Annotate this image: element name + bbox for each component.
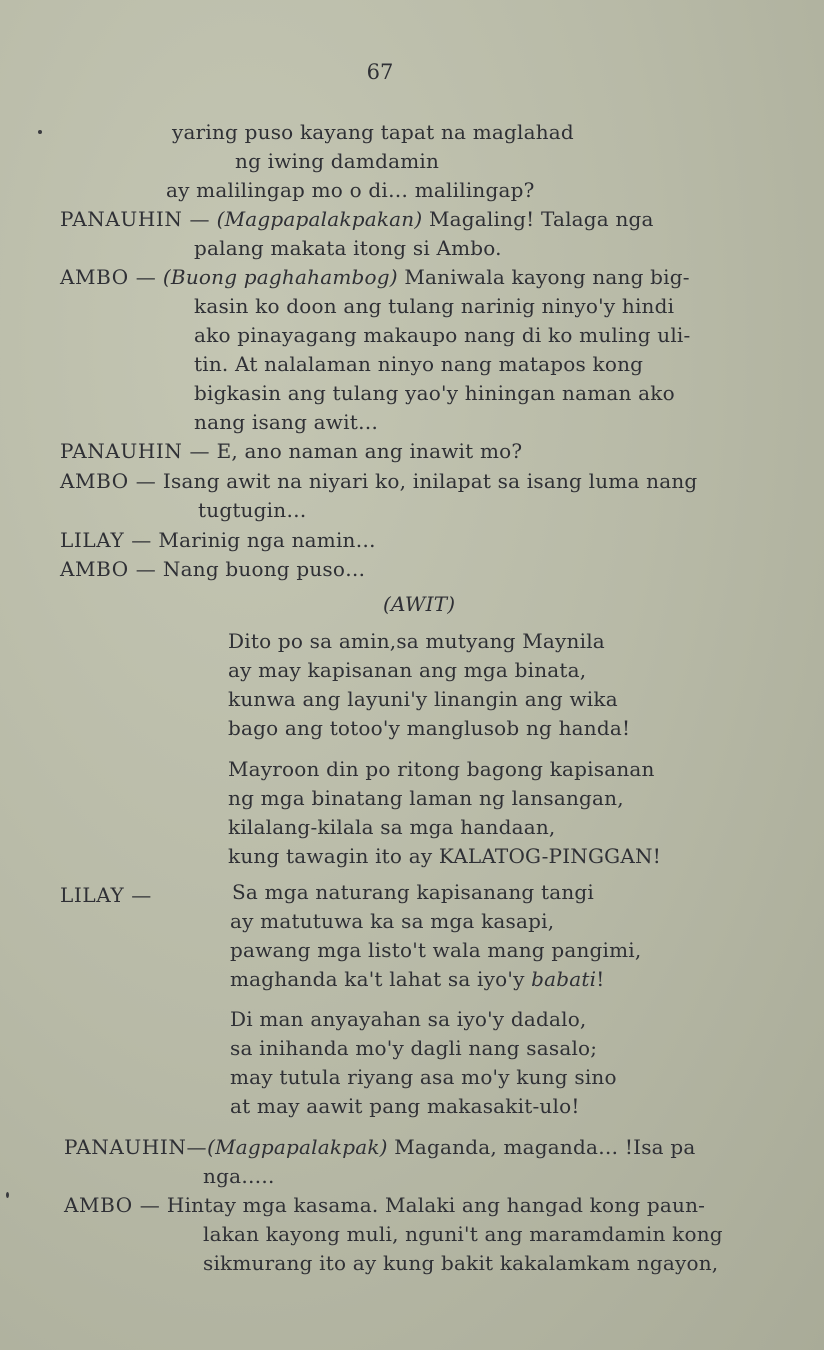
line-text: bigkasin ang tulang yao'y hiningan naman ako (194, 381, 675, 405)
line-text: sikmurang ito ay kung bakit kakalamkam ngayon, (203, 1251, 719, 1275)
stage-direction: (Buong paghahambog) (162, 265, 398, 289)
song-heading: (AWIT) (383, 592, 456, 616)
line-text: Mayroon din po ritong bagong kapisanan (228, 757, 655, 781)
verse-line (230, 966, 605, 992)
line-text: ako pinayagang makaupo nang di ko muling uli- (194, 323, 691, 347)
line-text: ay may kapisanan ang mga binata, (228, 658, 587, 682)
speaker-name: AMBO — (64, 1193, 161, 1217)
dialogue-line (194, 351, 643, 377)
speaker-name: LILAY — (60, 528, 152, 552)
speaker-name: PANAUHIN — (60, 439, 211, 463)
speaker-name: AMBO — (60, 265, 157, 289)
line-text: ng mga binatang laman ng lansangan, (228, 786, 624, 810)
verse-line (230, 937, 641, 963)
line-text: Hintay mga kasama. Malaki ang hangad kong paun- (166, 1193, 706, 1217)
line-text: kung tawagin ito ay KALATOG-PINGGAN! (228, 844, 661, 868)
line-text: Marinig nga namin… (158, 528, 376, 552)
verse-line (232, 879, 594, 905)
speaker-name: PANAUHIN— (64, 1135, 208, 1159)
speaker-name: AMBO — (60, 469, 157, 493)
line-text: Di man anyayahan sa iyo'y dadalo, (230, 1007, 587, 1031)
emphasized-word: babati (531, 967, 597, 991)
verse-line (172, 119, 574, 145)
dialogue-line (60, 527, 376, 553)
dialogue-line (60, 206, 654, 232)
verse-line (228, 756, 655, 782)
verse-line (230, 1064, 617, 1090)
verse-line (230, 1035, 597, 1061)
verse-line (228, 657, 586, 683)
page-number: 67 (366, 60, 394, 84)
line-text: ng iwing damdamin (235, 149, 440, 173)
line-text: yaring puso kayang tapat na maglahad (172, 120, 574, 144)
line-text: Maganda, maganda… !Isa pa (394, 1135, 696, 1159)
line-text: kasin ko doon ang tulang narinig ninyo'y hindi (194, 294, 675, 318)
dialogue-line (64, 1192, 705, 1218)
verse-line (230, 908, 554, 934)
line-text: nang isang awit… (194, 410, 379, 434)
stage-direction: (Magpapalakpakan) (216, 207, 423, 231)
print-speck (38, 130, 42, 134)
line-text: kunwa ang layuni'y linangin ang wika (228, 687, 618, 711)
dialogue-line (60, 438, 522, 464)
line-text: kilalang-kilala sa mga handaan, (228, 815, 556, 839)
line-text: sa inihanda mo'y dagli nang sasalo; (230, 1036, 598, 1060)
verse-line (230, 1093, 580, 1119)
line-tail: ! (596, 967, 605, 991)
speaker-name: AMBO — (60, 557, 157, 581)
verse-line (228, 628, 605, 654)
line-text: tin. At nalalaman ninyo nang matapos kong (194, 352, 644, 376)
line-text: E, ano naman ang inawit mo? (216, 439, 523, 463)
dialogue-line (198, 497, 307, 523)
dialogue-line (194, 235, 502, 261)
line-text: palang makata itong si Ambo. (194, 236, 502, 260)
speaker-name: LILAY — (60, 883, 152, 907)
line-text: Maniwala kayong nang big- (404, 265, 690, 289)
dialogue-line (203, 1163, 275, 1189)
print-speck (6, 1192, 9, 1198)
line-text: at may aawit pang makasakit-ulo! (230, 1094, 580, 1118)
line-text: Isang awit na niyari ko, inilapat sa isang luma nang (162, 469, 698, 493)
verse-line (228, 843, 661, 869)
line-text: lakan kayong muli, nguni't ang maramdamin kong (203, 1222, 723, 1246)
line-text: Nang buong puso… (162, 557, 366, 581)
verse-line (228, 686, 618, 712)
dialogue-line (60, 468, 697, 494)
line-text: Magaling! Talaga nga (428, 207, 654, 231)
dialogue-line (60, 556, 365, 582)
verse-line (235, 148, 439, 174)
dialogue-line (203, 1250, 718, 1276)
verse-line (228, 715, 630, 741)
verse-line (166, 177, 535, 203)
dialogue-line (194, 293, 674, 319)
dialogue-line (203, 1221, 723, 1247)
dialogue-line (64, 1134, 695, 1160)
line-text: may tutula riyang asa mo'y kung sino (230, 1065, 617, 1089)
speaker-name: PANAUHIN — (60, 207, 211, 231)
dialogue-line (194, 380, 675, 406)
line-text: Sa mga naturang kapisanang tangi (232, 880, 594, 904)
line-text: ay matutuwa ka sa mga kasapi, (230, 909, 555, 933)
line-text: bago ang totoo'y manglusob ng handa! (228, 716, 631, 740)
line-text: tugtugin… (198, 498, 307, 522)
line-text: Dito po sa amin,sa mutyang Maynila (228, 629, 605, 653)
verse-line (228, 785, 624, 811)
verse-line (228, 814, 555, 840)
line-text: maghanda ka't lahat sa iyo'y (230, 967, 525, 991)
verse-line (230, 1006, 587, 1032)
stage-direction: (Magpapalakpak) (207, 1135, 388, 1159)
dialogue-line (194, 322, 690, 348)
line-text: pawang mga listo't wala mang pangimi, (230, 938, 642, 962)
line-text: ay malilingap mo o di… malilingap? (166, 178, 535, 202)
dialogue-line (194, 409, 378, 435)
line-text: nga….. (203, 1164, 275, 1188)
dialogue-line (60, 264, 690, 290)
